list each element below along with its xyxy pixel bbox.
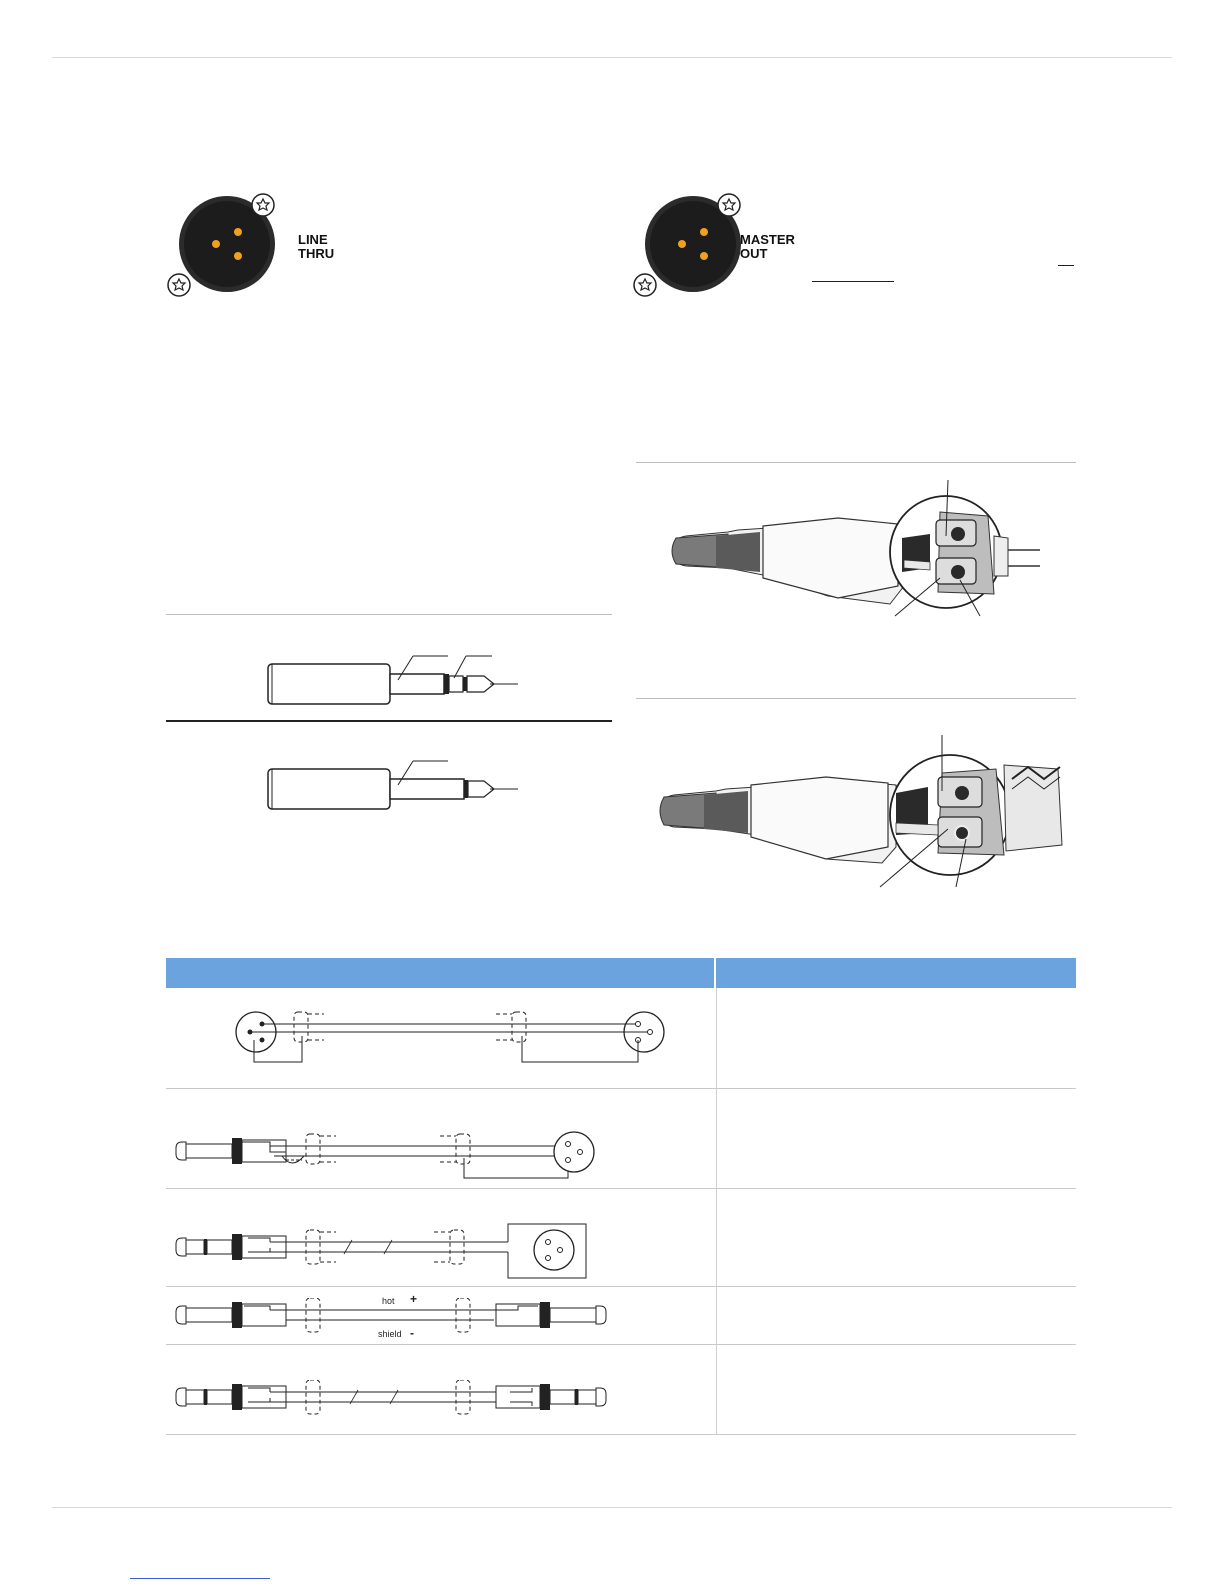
- xlr-female-wiring-icon: [656, 735, 1076, 890]
- line-thru-label: LINE THRU: [298, 232, 335, 261]
- section-rule: [166, 614, 612, 615]
- section-rule: [636, 462, 1076, 463]
- xlr-to-xlr-cable-icon: [230, 1004, 670, 1078]
- table-row-separator: [166, 1188, 1076, 1189]
- section-rule: [166, 720, 612, 722]
- underline-mark: [1058, 265, 1074, 266]
- ts-to-xlr-cable-icon: [174, 1126, 614, 1186]
- plus-label: +: [410, 1292, 418, 1306]
- table-row-separator: [166, 1286, 1076, 1287]
- ts-jack-plug-icon: [258, 755, 528, 815]
- minus-label: -: [410, 1326, 414, 1340]
- table-row-separator: [166, 1344, 1076, 1345]
- underline-mark: [812, 281, 894, 282]
- footer-rule: [52, 1507, 1172, 1508]
- xlr-connector-master-out-icon: [626, 188, 746, 300]
- table-column-divider: [716, 988, 717, 1434]
- table-row-separator: [166, 1434, 1076, 1435]
- master-out-label: MASTER OUT: [740, 232, 795, 261]
- table-header-divider: [714, 958, 716, 988]
- table-header: [166, 958, 1076, 988]
- hot-label: hot: [382, 1296, 395, 1306]
- section-rule: [636, 698, 1076, 699]
- trs-to-trs-cable-icon: [174, 1380, 614, 1424]
- table-row-separator: [166, 1088, 1076, 1089]
- trs-jack-plug-icon: [258, 650, 528, 710]
- header-rule: [52, 57, 1172, 58]
- footer-link-underline[interactable]: [130, 1578, 270, 1579]
- xlr-male-wiring-icon: [668, 476, 1068, 626]
- trs-to-xlr-cable-icon: [174, 1220, 614, 1286]
- shield-label: shield: [378, 1329, 402, 1339]
- xlr-connector-line-thru-icon: [160, 188, 280, 300]
